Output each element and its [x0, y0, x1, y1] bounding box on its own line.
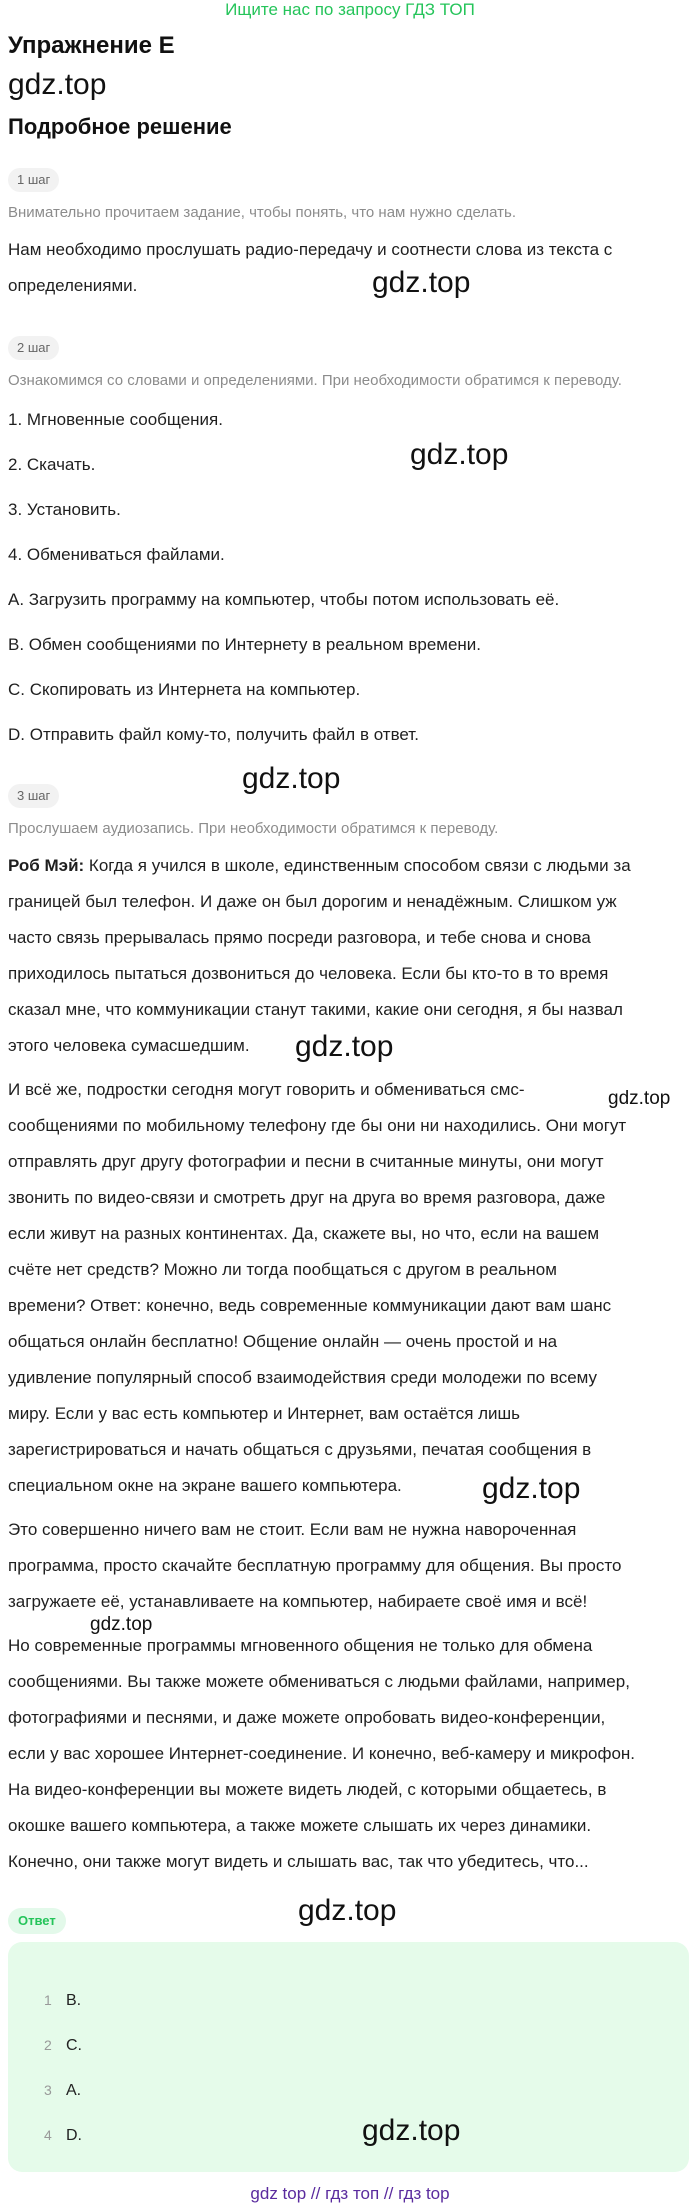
- list-item: B. Обмен сообщениями по Интернету в реальном времени.: [8, 635, 482, 654]
- step-badge: 1 шаг: [8, 168, 59, 192]
- watermark: gdz.top: [362, 2114, 461, 2147]
- text-line: Конечно, они также могут видеть и слышать вас, так что убедитесь, что...: [8, 1852, 589, 1871]
- text-line: фотографиями и песнями, и даже можете опробовать видео-конференции,: [8, 1708, 606, 1727]
- step-hint: Ознакомимся со словами и определениями. При необходимости обратимся к переводу.: [8, 372, 622, 389]
- list-item: 2. Скачать.: [8, 455, 96, 474]
- watermark: gdz.top: [410, 438, 509, 471]
- list-item: 4. Обмениваться файлами.: [8, 545, 225, 564]
- list-item: 1. Мгновенные сообщения.: [8, 410, 223, 429]
- text-line: Это совершенно ничего вам не стоит. Если вам не нужна навороченная: [8, 1520, 577, 1539]
- answer-value: B.: [66, 1992, 82, 2009]
- text-line: специальном окне на экране вашего компьютера.: [8, 1476, 402, 1495]
- text-line: зарегистрироваться и начать общаться с друзьями, печатая сообщения в: [8, 1440, 592, 1459]
- text-line: И всё же, подростки сегодня могут говорить и обмениваться смс-: [8, 1080, 525, 1099]
- list-item: 3. Установить.: [8, 500, 121, 519]
- watermark: gdz.top: [372, 266, 471, 299]
- answer-item: [44, 2127, 82, 2145]
- answer-badge: Ответ: [8, 1908, 66, 1934]
- answer-value: A.: [66, 2082, 82, 2099]
- answer-value: D.: [66, 2127, 82, 2144]
- watermark: gdz.top: [608, 1088, 671, 1109]
- exercise-title: Упражнение E: [8, 32, 175, 59]
- watermark: gdz.top: [295, 1030, 394, 1063]
- answer-item: [44, 1992, 81, 2010]
- answer-number: 3: [44, 2082, 52, 2098]
- text-line: сказал мне, что коммуникации станут такими, какие они сегодня, я бы назвал: [8, 1000, 623, 1019]
- text-line: времени? Ответ: конечно, ведь современные коммуникации дают вам шанс: [8, 1296, 612, 1315]
- text-line: сообщениями. Вы также можете обмениваться с людьми файлами, например,: [8, 1672, 630, 1691]
- text-line: программа, просто скачайте бесплатную программу для общения. Вы просто: [8, 1556, 622, 1575]
- answer-box: [8, 1942, 689, 2172]
- text-line: сообщениями по мобильному телефону где бы они ни находились. Они могут: [8, 1116, 627, 1135]
- top-promo-link[interactable]: Ищите нас по запросу ГДЗ ТОП: [225, 0, 475, 19]
- text-line: границей был телефон. И даже он был дорогим и ненадёжным. Слишком уж: [8, 892, 617, 911]
- watermark: gdz.top: [90, 1614, 153, 1635]
- text-line: Нам необходимо прослушать радио-передачу и соотнести слова из текста с: [8, 240, 613, 259]
- text-line: счёте нет средств? Можно ли тогда пообщаться с другом в реальном: [8, 1260, 557, 1279]
- text-line: [8, 856, 631, 876]
- watermark: gdz.top: [482, 1472, 581, 1505]
- text-line: определениями.: [8, 276, 138, 295]
- step-badge: 2 шаг: [8, 336, 59, 360]
- text-line: удивление популярный способ взаимодействия среди молодежи по всему: [8, 1368, 598, 1387]
- list-item: C. Скопировать из Интернета на компьютер.: [8, 680, 361, 699]
- text-line: миру. Если у вас есть компьютер и Интернет, вам остаётся лишь: [8, 1404, 521, 1423]
- watermark: gdz.top: [298, 1894, 397, 1927]
- text-line: этого человека сумасшедшим.: [8, 1036, 250, 1055]
- list-item: A. Загрузить программу на компьютер, чтобы потом использовать её.: [8, 590, 560, 609]
- text-line: звонить по видео-связи и смотреть друг на друга во время разговора, даже: [8, 1188, 606, 1207]
- text-line: если живут на разных континентах. Да, скажете вы, но что, если на вашем: [8, 1224, 600, 1243]
- step-hint: Внимательно прочитаем задание, чтобы понять, что нам нужно сделать.: [8, 204, 517, 221]
- speaker-name: Роб Мэй:: [8, 856, 85, 875]
- answer-number: 4: [44, 2127, 52, 2143]
- text-line: если у вас хорошее Интернет-соединение. И конечно, веб-камеру и микрофон.: [8, 1744, 636, 1763]
- footer-links[interactable]: gdz top // гдз топ // гдз top: [250, 2184, 450, 2203]
- text-line: Но современные программы мгновенного общения не только для обмена: [8, 1636, 593, 1655]
- answer-number: 1: [44, 1992, 52, 2008]
- text-line: общаться онлайн бесплатно! Общение онлайн — очень простой и на: [8, 1332, 558, 1351]
- step-hint: Прослушаем аудиозапись. При необходимости обратимся к переводу.: [8, 820, 499, 837]
- text-line: отправлять друг другу фотографии и песни в считанные минуты, они могут: [8, 1152, 604, 1171]
- text-line: окошке вашего компьютера, а также можете слышать их через динамики.: [8, 1816, 592, 1835]
- answer-number: 2: [44, 2037, 52, 2053]
- text-line: На видео-конференции вы можете видеть людей, с которыми общаетесь, в: [8, 1780, 607, 1799]
- text-line: часто связь прерывалась прямо посреди разговора, и тебе снова и снова: [8, 928, 591, 947]
- list-item: D. Отправить файл кому-то, получить файл в ответ.: [8, 725, 419, 744]
- text-line: приходилось пытаться дозвониться до человека. Если бы кто-то в то время: [8, 964, 609, 983]
- answer-item: [44, 2082, 81, 2100]
- answer-value: C.: [66, 2037, 82, 2054]
- answer-item: [44, 2037, 82, 2055]
- step-badge: 3 шаг: [8, 784, 59, 808]
- text-segment: Когда я учился в школе, единственным способом связи с людьми за: [84, 856, 631, 875]
- watermark: gdz.top: [242, 762, 341, 795]
- watermark: gdz.top: [8, 68, 107, 101]
- section-title: Подробное решение: [8, 114, 232, 139]
- text-line: загружаете её, устанавливаете на компьютер, набираете своё имя и всё!: [8, 1592, 588, 1611]
